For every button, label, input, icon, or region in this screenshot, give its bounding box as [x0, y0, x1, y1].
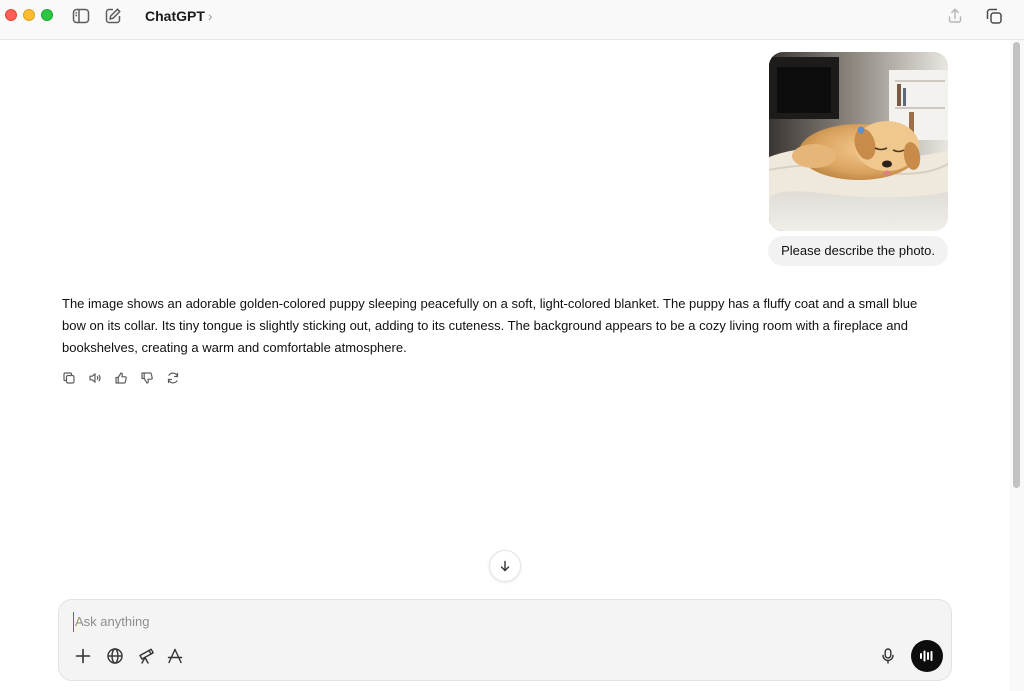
microphone-icon[interactable] — [877, 645, 899, 667]
attached-photo[interactable] — [769, 52, 948, 231]
plus-icon[interactable] — [72, 645, 94, 667]
tools-icon[interactable] — [164, 645, 186, 667]
share-icon[interactable] — [944, 5, 966, 27]
title-bar — [0, 0, 1024, 40]
telescope-icon[interactable] — [135, 645, 157, 667]
minimize-window-button[interactable] — [23, 9, 35, 21]
message-actions — [60, 369, 181, 386]
assistant-message: The image shows an adorable golden-colored puppy sleeping peacefully on a soft, light-colored blanket. The puppy has a fluffy coat and a small blue bow on its collar. Its tiny tongue is slightly sticking out, adding to its cuteness. The background appears to be a cozy living room with a fireplace and bookshelves, creating a warm and comfortable atmosphere. — [62, 296, 918, 355]
composer — [58, 599, 952, 681]
read-aloud-icon[interactable] — [86, 369, 103, 386]
sidebar-toggle-icon[interactable] — [70, 5, 92, 27]
thumbs-down-icon[interactable] — [138, 369, 155, 386]
scrollbar-thumb[interactable] — [1013, 42, 1020, 488]
copy-icon[interactable] — [60, 369, 77, 386]
close-window-button[interactable] — [5, 9, 17, 21]
scroll-to-bottom-button[interactable] — [489, 550, 521, 582]
puppy-photo-image — [769, 52, 948, 231]
app-title-menu[interactable] — [145, 7, 213, 25]
scrollbar[interactable] — [1010, 40, 1024, 691]
user-message-bubble: Please describe the photo. — [768, 236, 948, 266]
voice-mode-button[interactable] — [911, 640, 943, 672]
new-window-icon[interactable] — [983, 5, 1005, 27]
regenerate-icon[interactable] — [164, 369, 181, 386]
arrow-down-icon — [498, 559, 512, 573]
zoom-window-button[interactable] — [41, 9, 53, 21]
new-chat-icon[interactable] — [102, 5, 124, 27]
thumbs-up-icon[interactable] — [112, 369, 129, 386]
app-title: ChatGPT — [145, 8, 205, 24]
chevron-right-icon: › — [207, 8, 213, 24]
message-input[interactable]: Ask anything — [73, 612, 773, 632]
globe-icon[interactable] — [104, 645, 126, 667]
voice-mode-icon — [918, 647, 936, 665]
